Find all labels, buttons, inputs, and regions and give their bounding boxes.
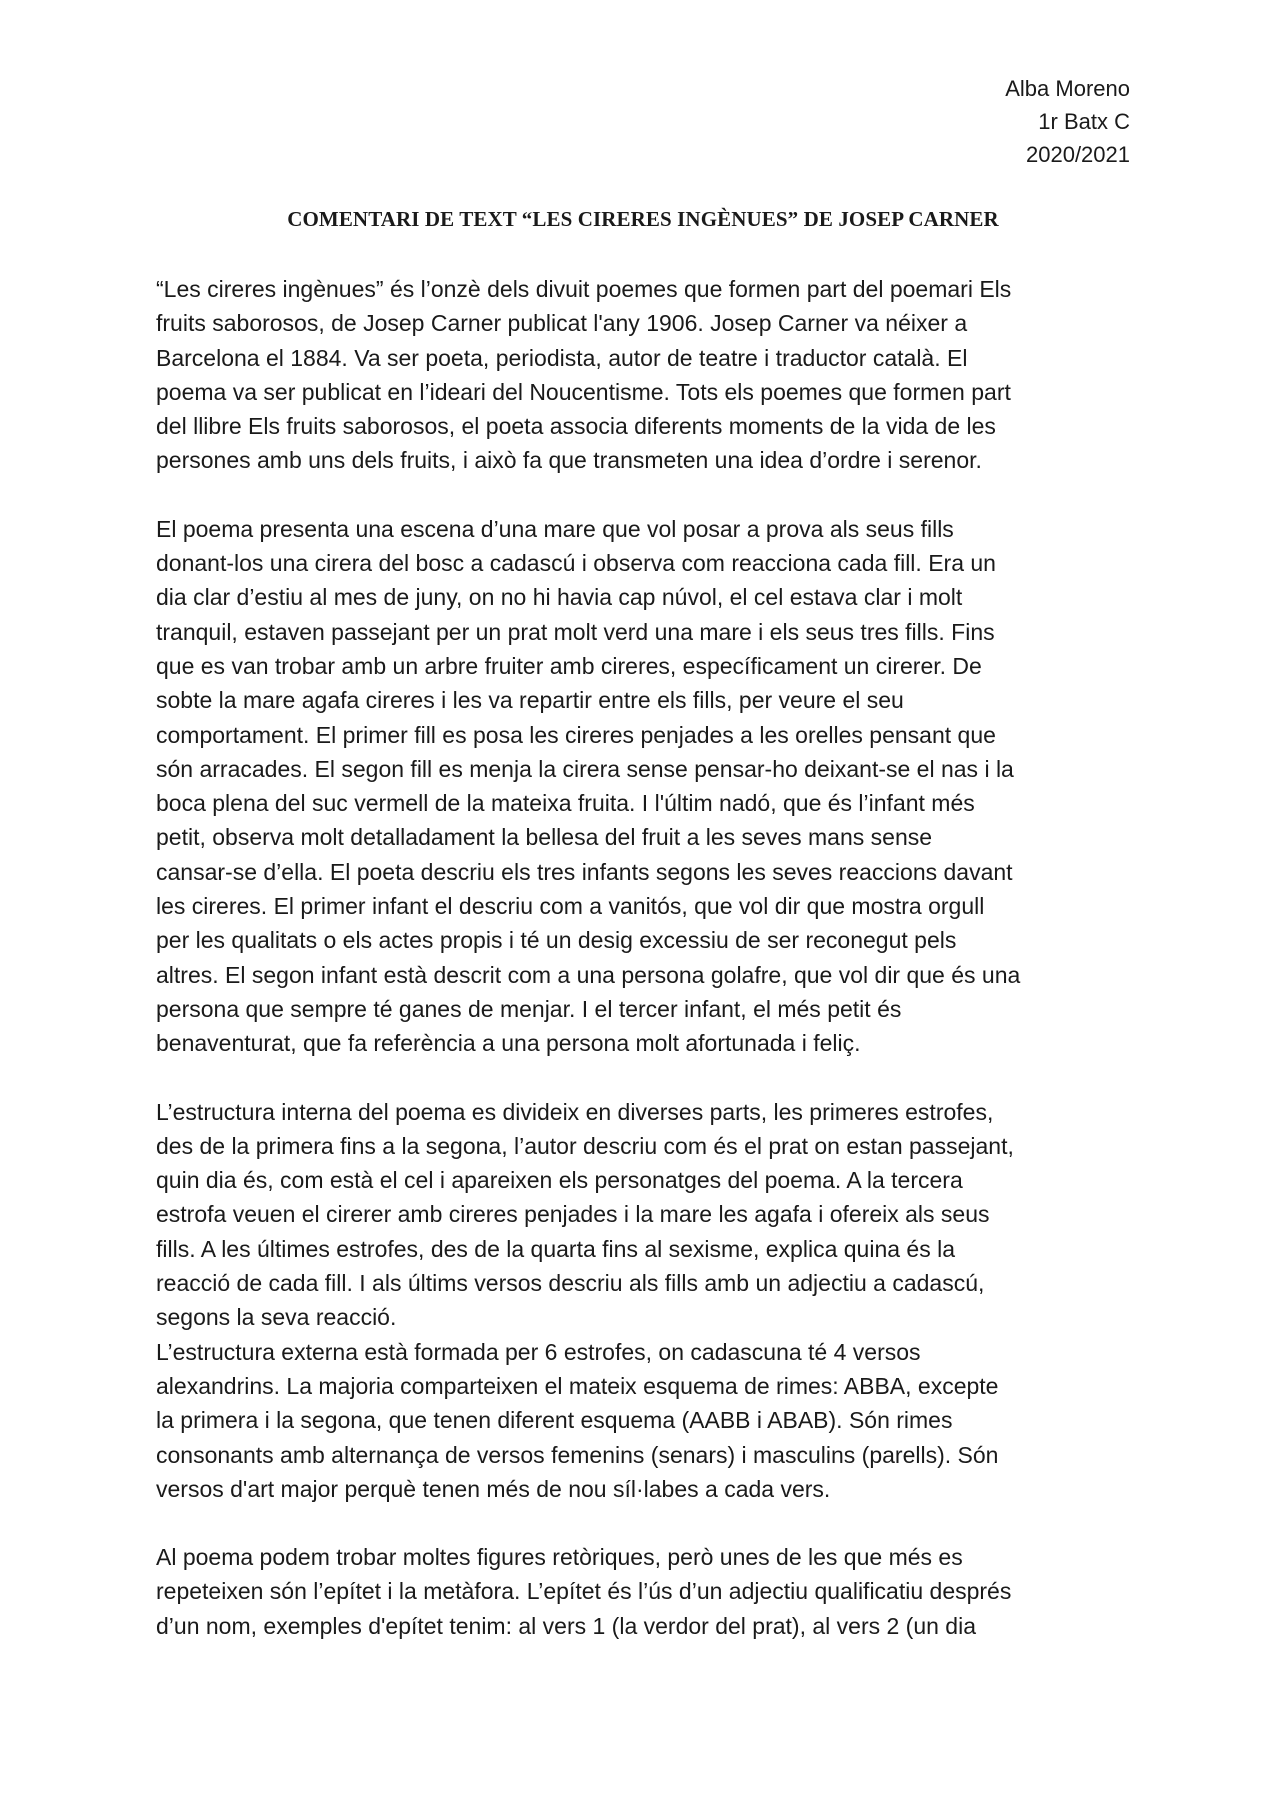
paragraph-gap xyxy=(156,1061,1130,1095)
paragraph-gap xyxy=(156,1506,1130,1540)
class-name: 1r Batx C xyxy=(1038,109,1130,134)
document-title: COMENTARI DE TEXT “LES CIRERES INGÈNUES” DE JOSEP CARNER xyxy=(287,207,999,231)
paragraph-gap xyxy=(156,478,1130,512)
document-page xyxy=(156,72,1130,1643)
paragraph-figures: Al poema podem trobar moltes figures retòriques, però unes de les que més es repeteixen són l’epítet i la metàfora. L’epítet és l’ús d’un adjectiu qualificatiu després d’un nom, exemples d'epítet tenim: al vers 1 (la verdor del prat), al vers 2 (un dia xyxy=(156,1544,1012,1639)
paragraph-scene: El poema presenta una escena d’una mare que vol posar a prova als seus fills donant-los una cirera del bosc a cadascú i observa com reacciona cada fill. Era un dia clar d’estiu al mes de juny, on no hi havia cap núvol, el cel estava clar i molt tranquil, estaven passejant per un prat molt verd una mare i els seus tres fills. Fins que es van trobar amb un arbre fruiter amb cireres, específicament un cirerer. De sobte la mare agafa cireres i les va repartir entre els fills, per veure el seu comportament. El primer fill es posa les cireres penjades a les orelles pensant que són arracades. El segon fill es menja la cirera sense pensar-ho deixant-se el nas i la boca plena del suc vermell de la mateixa fruita. I l'últim nadó, que és l’infant més petit, observa molt detalladament la bellesa del fruit a les seves mans sense cansar-se d’ella. El poeta descriu els tres infants segons les seves reaccions davant les cireres. El primer infant el descriu com a vanitós, que vol dir que mostra orgull per les qualitats o els actes propis i té un desig excessiu de ser reconegut pels altres. El segon infant està descrit com a una persona golafre, que vol dir que és una persona que sempre té ganes de menjar. I el tercer infant, el més petit és benaventurat, que fa referència a una persona molt afortunada i feliç. xyxy=(156,515,1021,1057)
document-body xyxy=(156,272,1130,1643)
author-name: Alba Moreno xyxy=(1005,76,1130,101)
header-block xyxy=(156,72,1130,171)
paragraph-intro: “Les cireres ingènues” és l’onzè dels divuit poemes que formen part del poemari Els fruits saborosos, de Josep Carner publicat l'any 1906. Josep Carner va néixer a Barcelona el 1884. Va ser poeta, periodista, autor de teatre i traductor català. El poema va ser publicat en l’ideari del Noucentisme. Tots els poemes que formen part del llibre Els fruits saborosos, el poeta associa diferents moments de la vida de les persones amb uns dels fruits, i això fa que transmeten una idea d’ordre i serenor. xyxy=(156,276,1012,474)
paragraph-internal-structure: L’estructura interna del poema es divideix en diverses parts, les primeres estrofes, des de la primera fins a la segona, l’autor descriu com és el prat on estan passejant, quin dia és, com està el cel i apareixen els personatges del poema. A la tercera estrofa veuen el cirerer amb cireres penjades i la mare les agafa i ofereix als seus fills. A les últimes estrofes, des de la quarta fins al sexisme, explica quina és la reacció de cada fill. I als últims versos descriu als fills amb un adjectiu a cadascú, segons la seva reacció. xyxy=(156,1098,1014,1331)
paragraph-external-structure: L’estructura externa està formada per 6 estrofes, on cadascuna té 4 versos alexandrins. La majoria comparteixen el mateix esquema de rimes: ABBA, excepte la primera i la segona, que tenen diferent esquema (AABB i ABAB). Són rimes consonants amb alternança de versos femenins (senars) i masculins (parells). Són versos d'art major perquè tenen més de nou síl·labes a cada vers. xyxy=(156,1338,999,1502)
school-year: 2020/2021 xyxy=(1026,142,1130,167)
